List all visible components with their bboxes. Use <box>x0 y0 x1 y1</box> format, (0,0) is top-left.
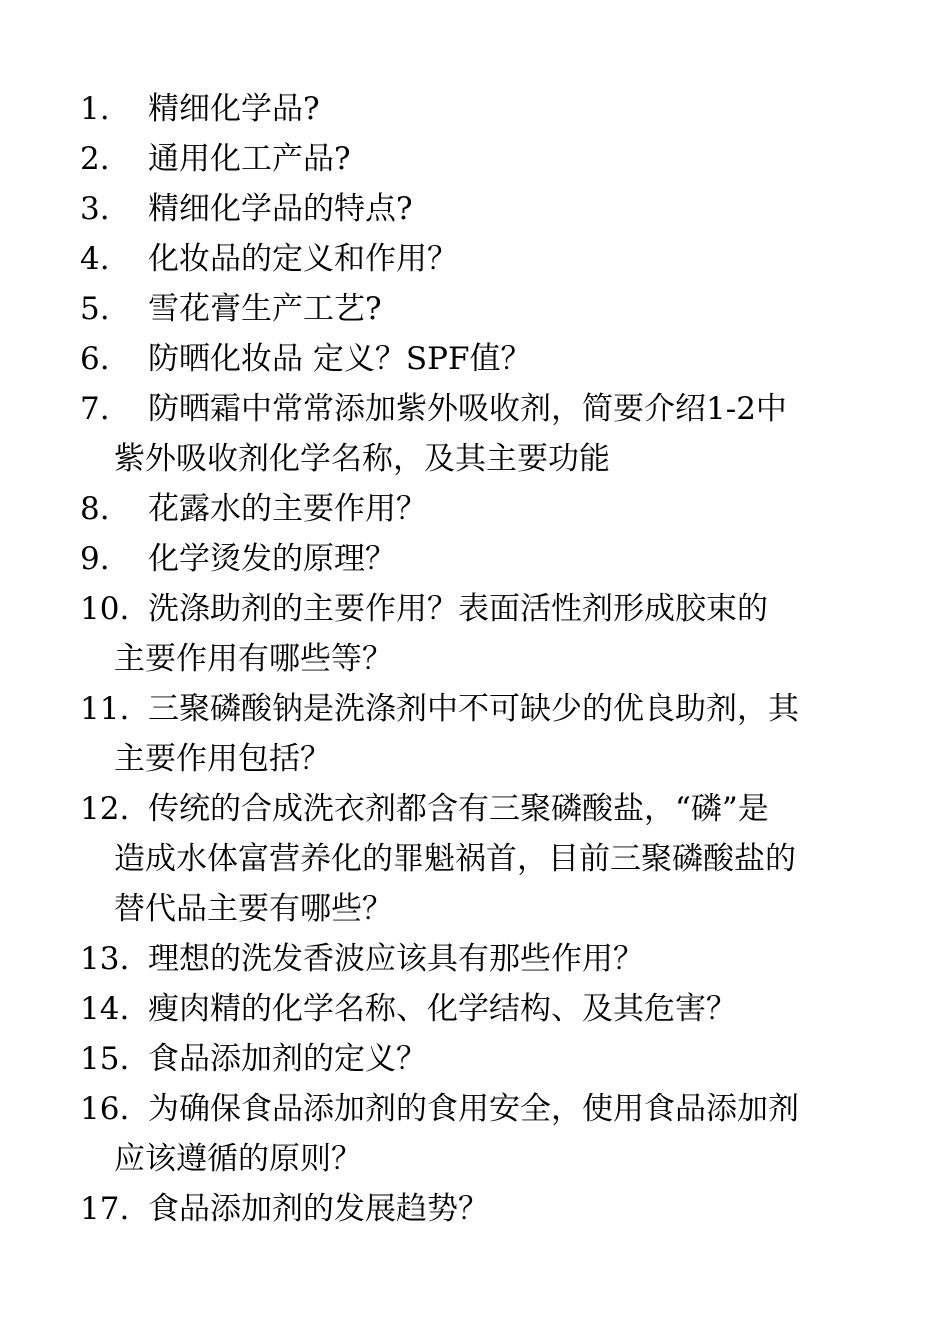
list-item <box>80 134 880 184</box>
item-text-line: 造成水体富营养化的罪魁祸首，目前三聚磷酸盐的 <box>114 841 796 877</box>
item-text-line: 为确保食品添加剂的食用安全，使用食品添加剂 <box>148 1091 799 1127</box>
item-text: 通用化工产品? <box>148 141 351 177</box>
item-number: 15. <box>80 1041 130 1077</box>
item-text <box>114 384 880 484</box>
item-number: 17. <box>80 1191 130 1227</box>
item-number: 3. <box>80 191 110 227</box>
item-text: 食品添加剂的发展趋势？ <box>148 1191 489 1227</box>
item-number: 7. <box>80 391 110 427</box>
item-text-line: 紫外吸收剂化学名称，及其主要功能 <box>114 441 610 477</box>
item-text <box>114 584 880 684</box>
list-item <box>80 384 880 484</box>
item-number: 14. <box>80 991 130 1027</box>
item-number: 5. <box>80 291 110 327</box>
item-number: 2. <box>80 141 110 177</box>
item-text <box>114 684 880 784</box>
list-item <box>80 284 880 334</box>
item-text: 理想的洗发香波应该具有那些作用？ <box>148 941 644 977</box>
item-number: 9. <box>80 541 110 577</box>
list-item <box>80 334 880 384</box>
item-text-line: 三聚磷酸钠是洗涤剂中不可缺少的优良助剂，其 <box>148 691 799 727</box>
item-text-line: 主要作用包括？ <box>114 741 331 777</box>
item-text: 瘦肉精的化学名称、化学结构、及其危害？ <box>148 991 737 1027</box>
item-text: 化学烫发的原理？ <box>148 541 396 577</box>
item-text-line: 洗涤助剂的主要作用？表面活性剂形成胶束的 <box>148 591 768 627</box>
item-text-line: 替代品主要有哪些？ <box>114 891 393 927</box>
item-number: 8. <box>80 491 110 527</box>
item-number: 1. <box>80 91 110 127</box>
item-number: 11. <box>80 691 130 727</box>
list-item <box>80 234 880 284</box>
item-text-line: 主要作用有哪些等？ <box>114 641 393 677</box>
list-item <box>80 534 880 584</box>
item-number: 4. <box>80 241 110 277</box>
list-item <box>80 184 880 234</box>
item-text: 防晒化妆品 定义？SPF值？ <box>148 341 532 377</box>
list-item <box>80 684 880 784</box>
item-text: 雪花膏生产工艺? <box>148 291 382 327</box>
item-number: 13. <box>80 941 130 977</box>
item-text-line: 应该遵循的原则？ <box>114 1141 362 1177</box>
item-text: 精细化学品? <box>148 91 320 127</box>
list-item <box>80 1034 880 1084</box>
list-item <box>80 84 880 134</box>
list-item <box>80 984 880 1034</box>
item-text <box>114 784 880 934</box>
item-number: 16. <box>80 1091 130 1127</box>
list-item <box>80 584 880 684</box>
list-item <box>80 784 880 934</box>
item-text: 化妆品的定义和作用？ <box>148 241 458 277</box>
item-number: 6. <box>80 341 110 377</box>
question-list <box>80 84 880 1234</box>
item-text: 精细化学品的特点? <box>148 191 413 227</box>
list-item <box>80 1084 880 1184</box>
item-text: 食品添加剂的定义？ <box>148 1041 427 1077</box>
list-item <box>80 934 880 984</box>
item-text <box>114 1084 880 1184</box>
item-text-line: 防晒霜中常常添加紫外吸收剂，简要介绍1-2中 <box>148 391 787 427</box>
list-item <box>80 484 880 534</box>
item-text: 花露水的主要作用？ <box>148 491 427 527</box>
list-item <box>80 1184 880 1234</box>
item-number: 10. <box>80 591 130 627</box>
item-number: 12. <box>80 791 130 827</box>
item-text-line: 传统的合成洗衣剂都含有三聚磷酸盐，“磷”是 <box>148 791 769 827</box>
